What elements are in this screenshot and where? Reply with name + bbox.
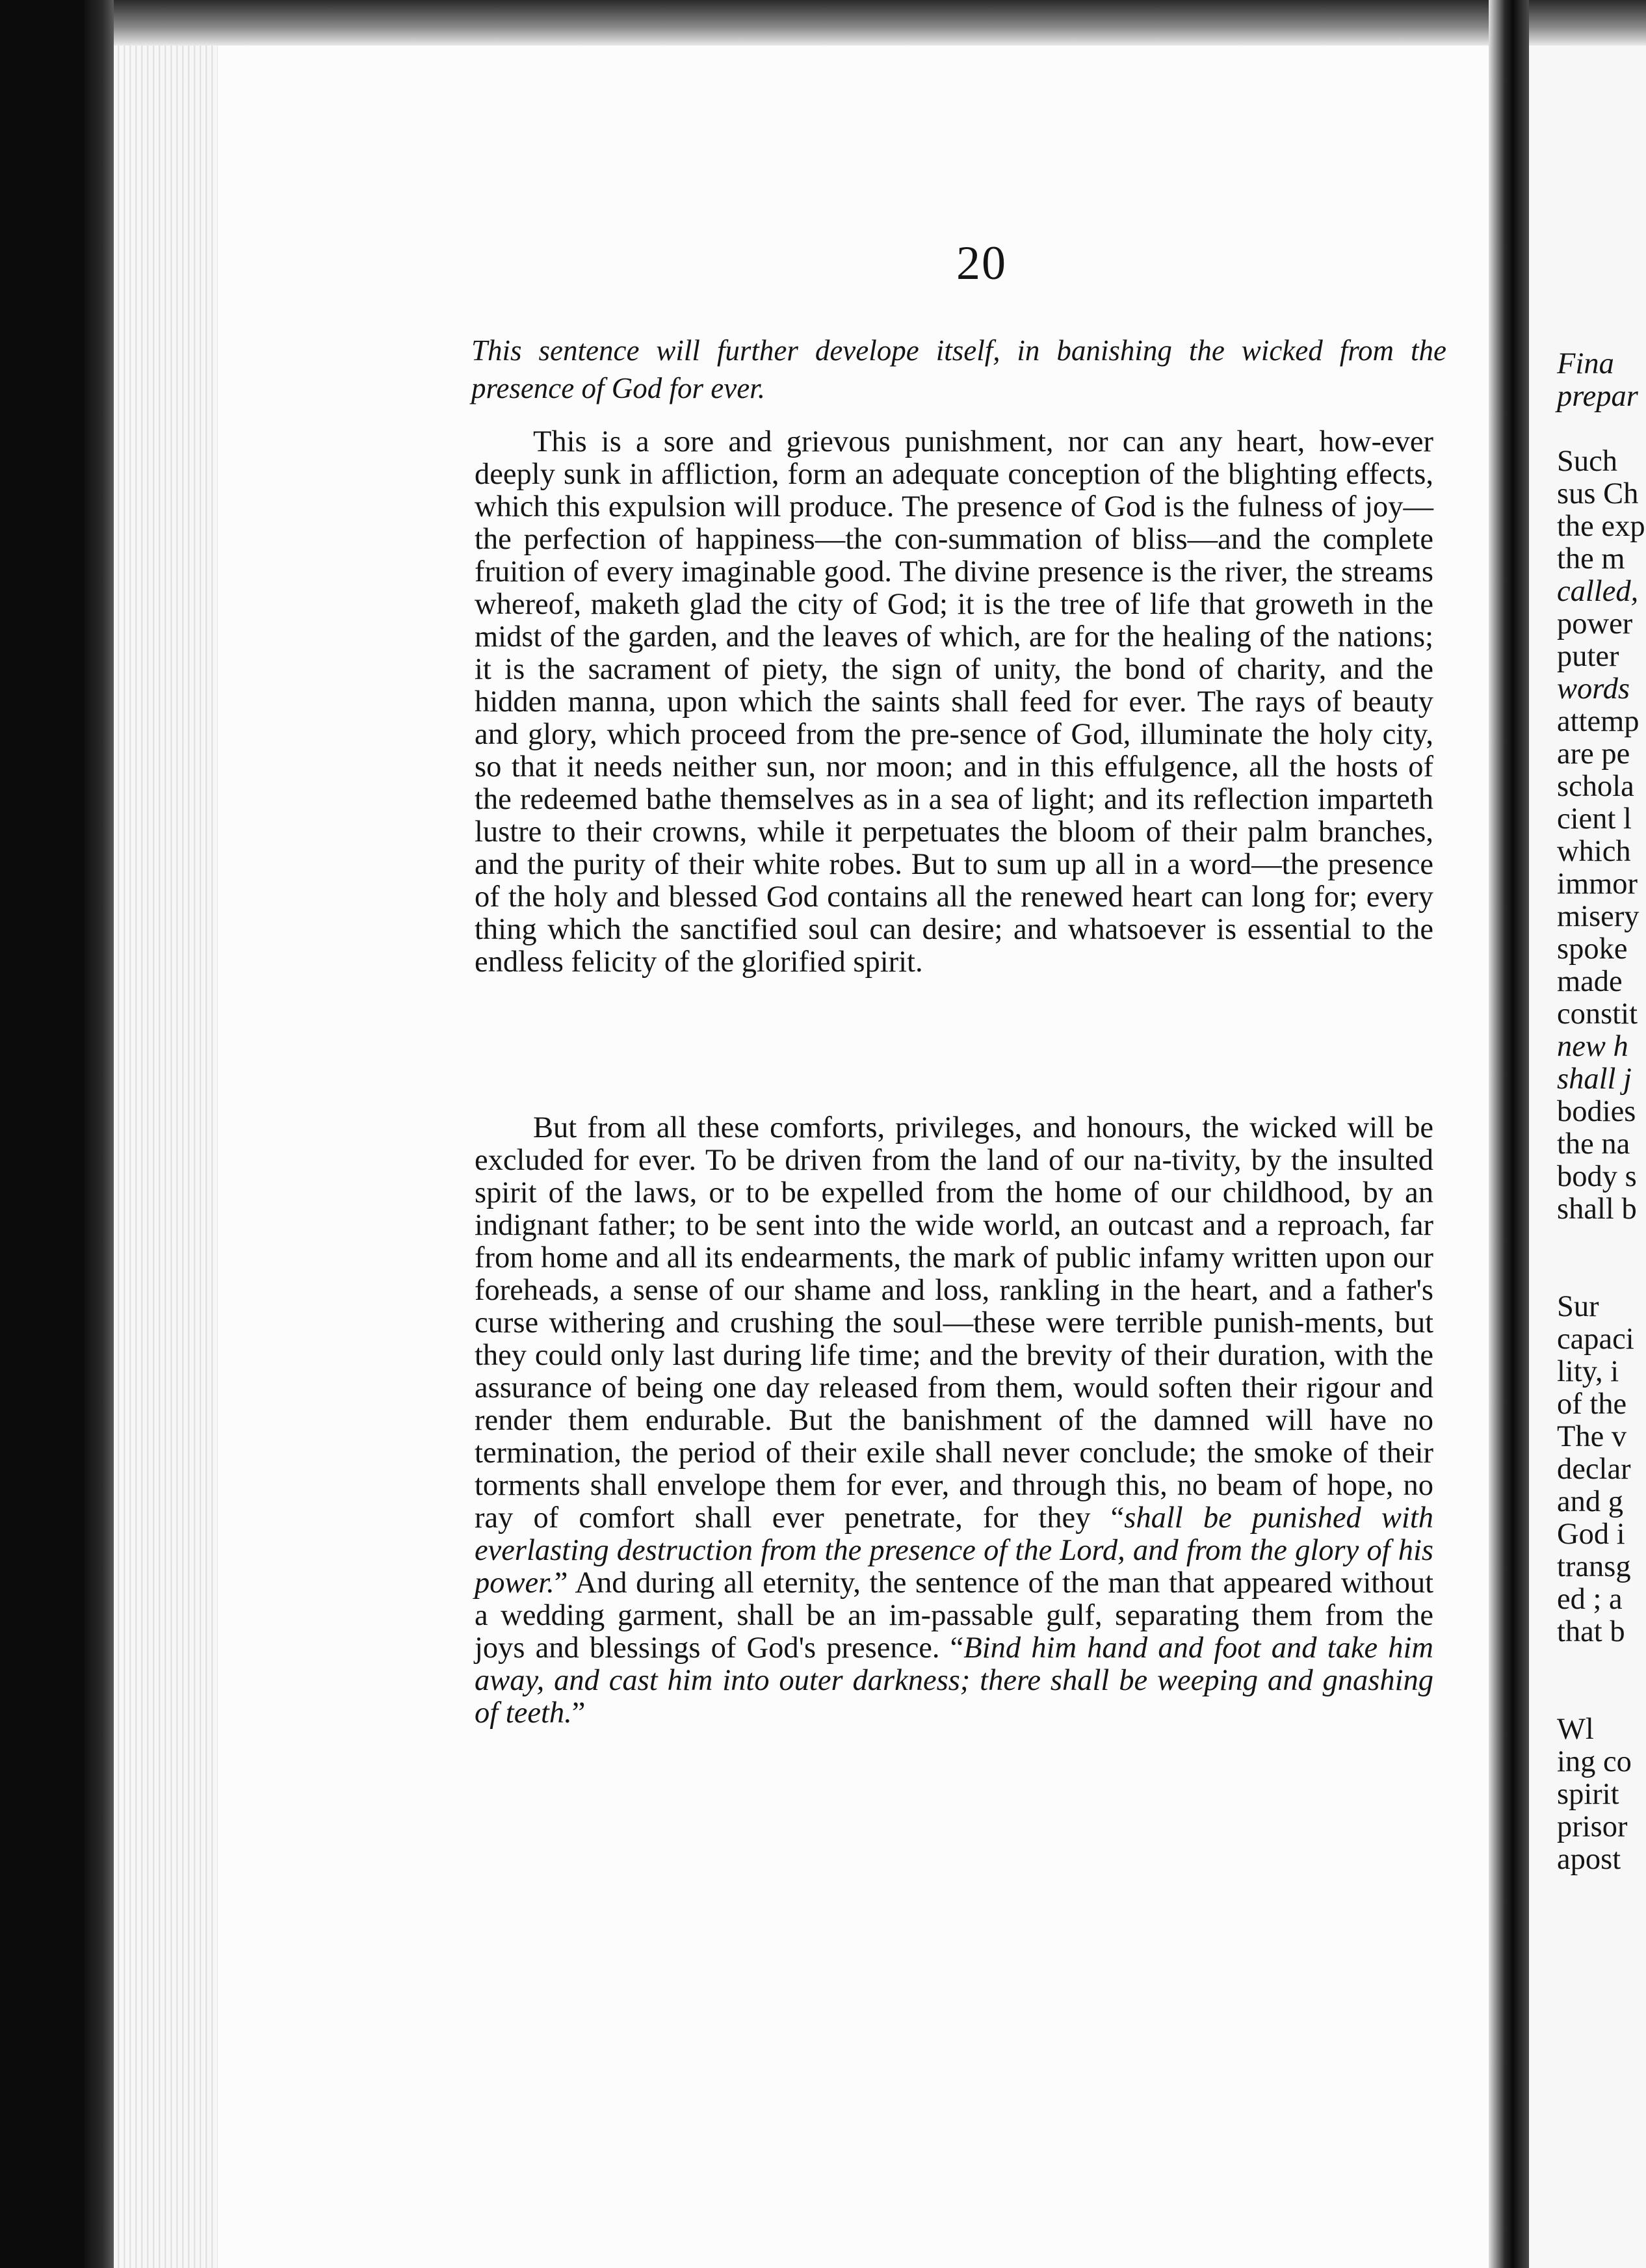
right-page-fragment: constit (1557, 997, 1638, 1031)
right-page-fragment: spirit (1557, 1778, 1619, 1811)
paragraph-2-text-1: But from all these comforts, privileges, and honours, the wicked will be excluded for ever. To be driven from the land of our na-tivity, by the insulted spirit of the laws, or to be expelled from the home of our childhood, by an indignant father; to be sent into the wide world, an outcast and a reproach, far from home and all its endearments, the mark of public infamy written upon our foreheads, a sense of our shame and loss, rankling in the heart, and a father's curse withering and crushing the soul—these were terrible punish-ments, but they could only last during life time; and the brevity of their duration, with the assurance of being one day released from them, would soften their rigour and render them endurable. But the banishment of the damned will have no termination, the period of their exile shall never conclude; the smoke of their torments shall envelope them for ever, and through this, no beam of hope, no ray of comfort shall ever penetrate, for they “ (475, 1111, 1433, 1535)
right-page-fragment: The v (1557, 1420, 1627, 1453)
right-page-fragment: shall j (1557, 1062, 1632, 1096)
right-page-fragment: and g (1557, 1485, 1624, 1518)
right-page-fragment: puter (1557, 640, 1619, 673)
right-page-fragment: ed ; a (1557, 1583, 1623, 1616)
right-page-fragment: apost (1557, 1843, 1621, 1876)
right-page-fragment: the m (1557, 542, 1625, 575)
right-page-fragment: power (1557, 607, 1633, 640)
scan-border-left (0, 0, 114, 2268)
right-page-fragment: called, (1557, 575, 1639, 608)
right-page-fragment: which (1557, 835, 1631, 868)
right-page-fragment: prisor (1557, 1810, 1628, 1843)
right-page-fragment: capaci (1557, 1323, 1634, 1356)
right-page-fragment: body s (1557, 1160, 1637, 1193)
right-page-fragment: ing co (1557, 1745, 1632, 1778)
right-page-fragment: made (1557, 965, 1623, 998)
right-page-fragment: cient l (1557, 802, 1632, 836)
right-page-fragment: new h (1557, 1030, 1628, 1063)
right-page-fragment: spoke (1557, 932, 1628, 966)
paragraph-2 (475, 1112, 1433, 1730)
right-page-fragment: the exp (1557, 510, 1645, 543)
right-page-fragment: shall b (1557, 1193, 1637, 1226)
right-page-fragment: attemp (1557, 705, 1639, 738)
right-page-fragment: Wl (1557, 1713, 1594, 1746)
right-page-fragment: bodies (1557, 1095, 1636, 1128)
paragraph-2-text-3: ” (571, 1696, 586, 1730)
section-heading: This sentence will further develope itself, in banishing the wicked from the presence of God for ever. (471, 334, 1446, 404)
right-page-fragment: Fina (1557, 347, 1614, 380)
right-page-fragment: Sur (1557, 1290, 1599, 1323)
right-page-fragment: the na (1557, 1127, 1630, 1161)
right-page-fragment: Such (1557, 445, 1617, 478)
right-page-fragment: declar (1557, 1453, 1631, 1486)
scripture-quote-1: shall be punished with everlasting destruction from the presence of the Lord, and from the glory of his power. (475, 1501, 1433, 1600)
scan-border-top (114, 0, 1646, 46)
right-page-fragment: immor (1557, 867, 1638, 901)
paragraph-2-text-2: ” And during all eternity, the sentence of the man that appeared without a wedding garment, shall be an im-passable gulf, separating them from the joys and blessings of God's presence. “ (475, 1566, 1433, 1665)
right-page-fragment: transg (1557, 1550, 1631, 1583)
right-page-fragment: of the (1557, 1388, 1627, 1421)
right-page-fragment: God i (1557, 1518, 1625, 1551)
right-page-fragment: schola (1557, 770, 1634, 803)
right-page-fragment: sus Ch (1557, 477, 1639, 510)
right-page-fragment: misery (1557, 900, 1639, 933)
right-page-fragment: words (1557, 672, 1630, 705)
page-edge-stack (114, 46, 218, 2268)
right-page-fragment: prepar (1557, 380, 1638, 413)
right-page-fragment: that b (1557, 1615, 1625, 1648)
scripture-quote-2: Bind him hand and foot and take him away, and cast him into outer darkness; there shall be weeping and gnashing of teeth. (475, 1631, 1433, 1730)
page-number: 20 (956, 237, 1007, 290)
paragraph-1: This is a sore and grievous punishment, nor can any heart, how-ever deeply sunk in affliction, form an adequate conception of the blighting effects, which this expulsion will produce. The presence of God is the fulness of joy—the perfection of happiness—the con-summation of bliss—and the complete fruition of every imaginable good. The divine presence is the river, the streams whereof, maketh glad the city of God; it is the tree of life that groweth in the midst of the garden, and the leaves of which, are for the healing of the nations; it is the sacrament of piety, the sign of unity, the bond of charity, and the hidden manna, upon which the saints shall feed for ever. The rays of beauty and glory, which proceed from the pre-sence of God, illuminate the holy city, so that it needs neither sun, nor moon; and in this effulgence, all the hosts of the redeemed bathe themselves as in a sea of light; and its reflection imparteth lustre to their crowns, while it perpetuates the bloom of their palm branches, and the purity of their white robes. But to sum up all in a word—the presence of the holy and blessed God contains all the renewed heart can long for; every thing which the sanctified soul can desire; and whatsoever is essential to the endless felicity of the glorified spirit. (475, 425, 1433, 979)
right-page-fragment: lity, i (1557, 1355, 1619, 1388)
right-page-fragment: are pe (1557, 737, 1630, 771)
book-gutter (1489, 0, 1529, 2268)
